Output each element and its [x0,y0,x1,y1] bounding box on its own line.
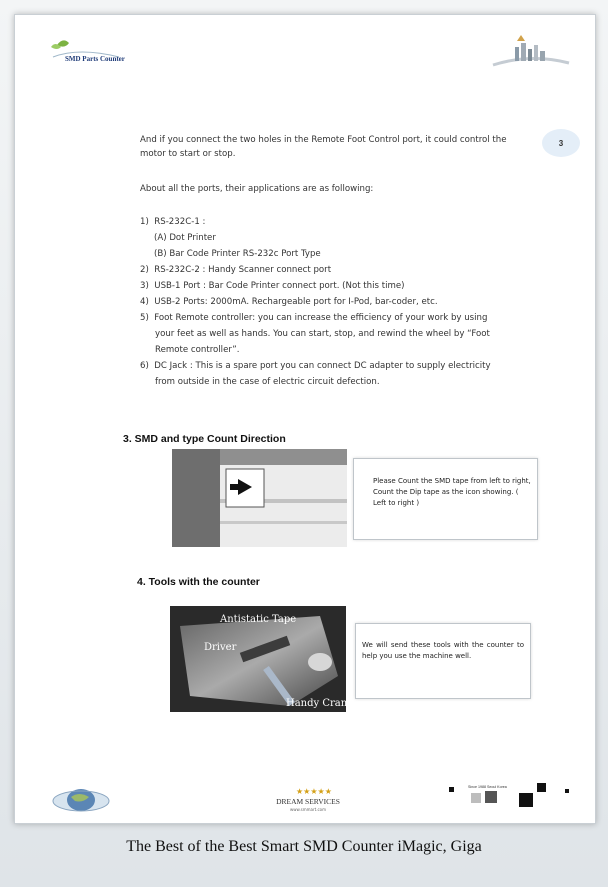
list-item: your feet as well as hands. You can start, stop, and rewind the wheel by “Foot [155,329,490,339]
globe-logo [49,785,113,815]
caption: The Best of the Best Smart SMD Counter iMagic, Giga [126,838,482,855]
paragraph-ports-intro: About all the ports, their applications are as following: [140,184,374,194]
tape-direction-photo [172,449,347,547]
list-item: 1) RS-232C-1 : [140,217,206,227]
section-4-heading: 4. Tools with the counter [137,576,260,588]
footer-url: www.smmart.com [289,807,327,812]
list-item: from outside in the case of electric circuit defection. [155,377,380,387]
list-item: Remote controller”. [155,345,240,355]
list-item: (A) Dot Printer [154,233,216,243]
tape-direction-note: Please Count the SMD tape from left to right, Count the Dip tape as the icon showing. ( Left to right ) [373,477,531,507]
list-item: 3) USB-1 Port : Bar Code Printer connect port. (Not this time) [140,281,405,291]
pixel-blocks-logo [445,779,585,809]
ports-list [140,215,535,391]
dream-services-logo [260,785,356,813]
brand-name: SMD Parts Counter [65,55,125,63]
footer-brand: DREAM SERVICES [276,797,340,806]
page-number-badge: 3 [542,129,580,157]
list-item: (B) Bar Code Printer RS-232c Port Type [154,249,321,259]
document-page [14,14,596,824]
tape-label: Antistatic Tape [220,614,297,625]
crank-label: Handy Crank [286,698,354,709]
list-item: 4) USB-2 Ports: 2000mA. Rechargeable port for I-Pod, bar-coder, etc. [140,297,438,307]
list-item: 2) RS-232C-2 : Handy Scanner connect port [140,265,332,275]
section-3-heading: 3. SMD and type Count Direction [123,433,286,445]
paragraph-foot-control: And if you connect the two holes in the Remote Foot Control port, it could control the motor to start or stop. [140,135,507,159]
list-item: 5) Foot Remote controller: you can increase the efficiency of your work by using [140,313,488,323]
footer-tagline: Since 1988 Seoul Korea [468,785,507,789]
tools-note: We will send these tools with the counter to help you use the machine well. [362,641,524,660]
tools-photo [170,606,354,712]
driver-label: Driver [204,642,237,653]
brand-logo [39,35,159,71]
svg-text:★★★★★: ★★★★★ [296,787,332,796]
list-item: 6) DC Jack : This is a spare port you can connect DC adapter to supply electricity [140,361,491,371]
building-logo [491,33,571,73]
